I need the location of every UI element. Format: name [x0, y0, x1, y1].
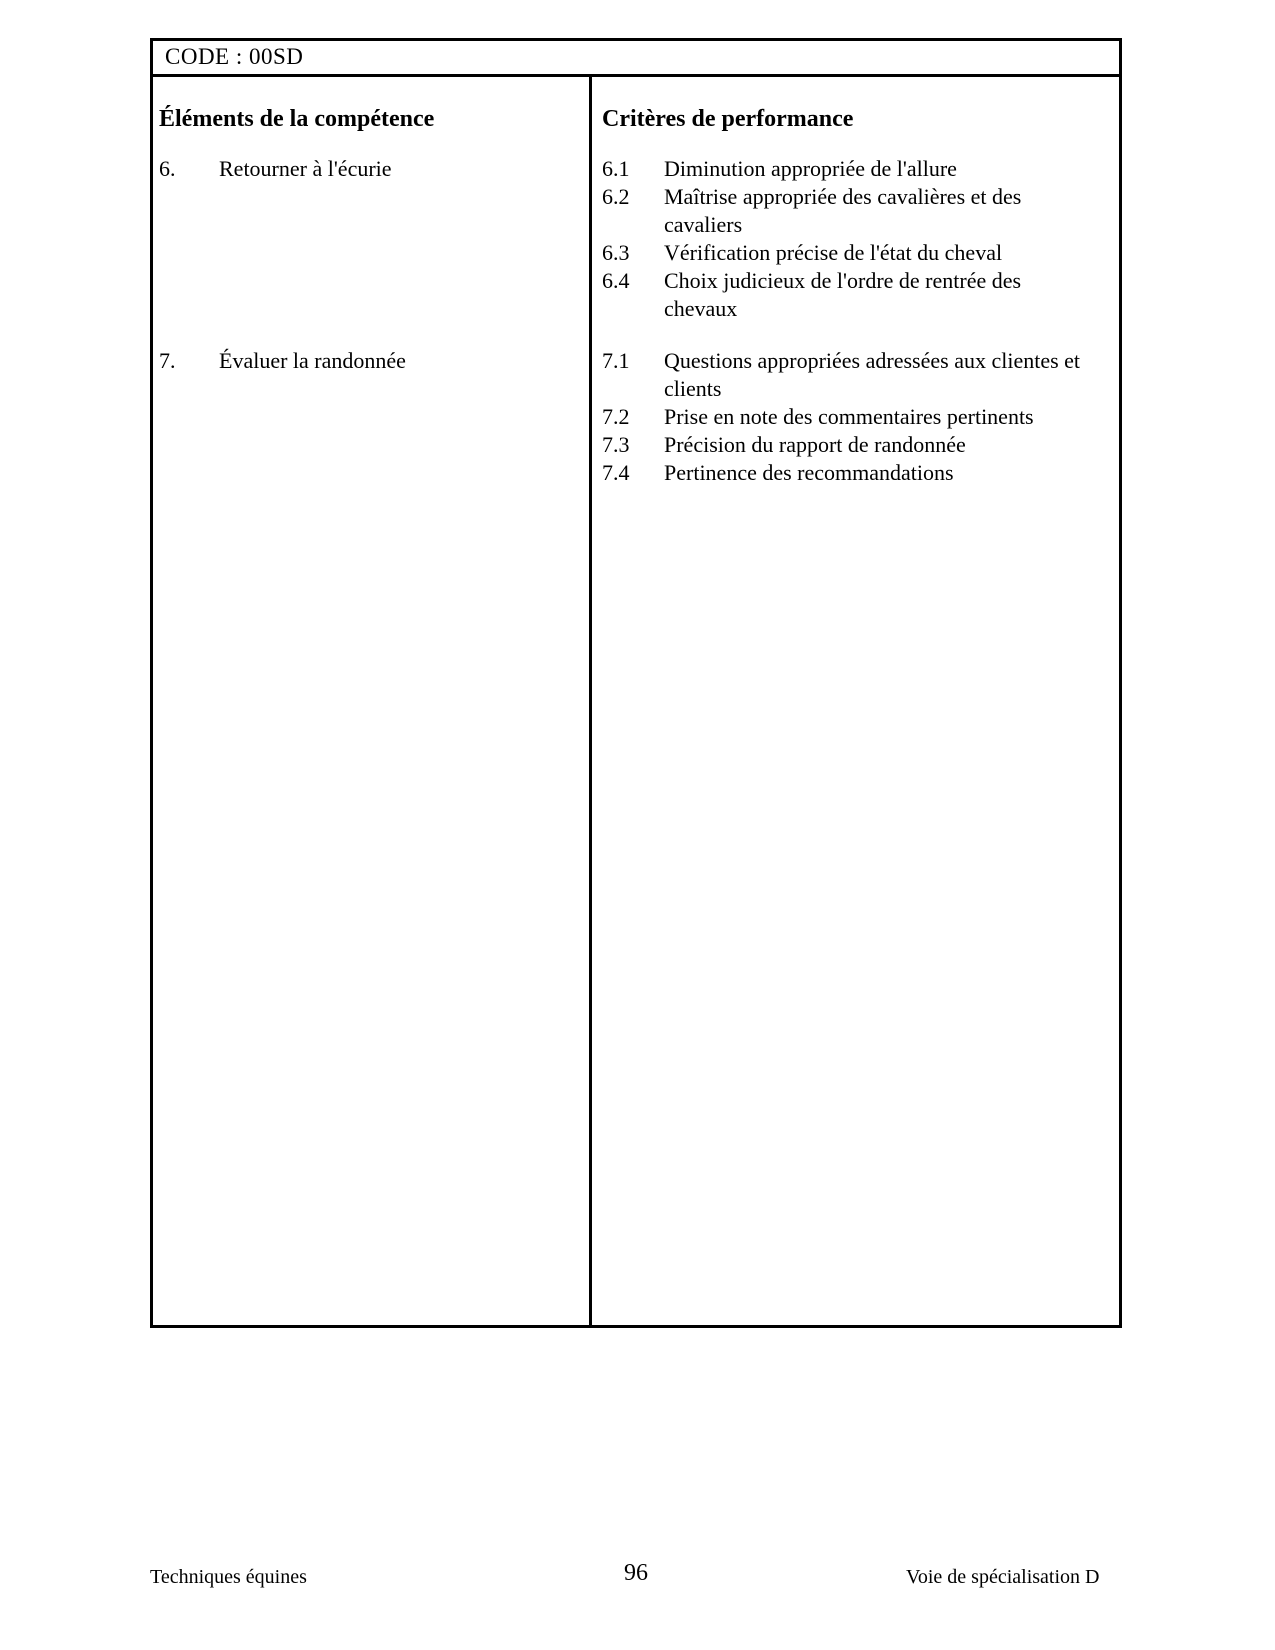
criterion-text: Maîtrise appropriée des cavalières et des cavaliers — [664, 184, 1022, 237]
elements-column — [153, 77, 589, 1325]
criterion-text: Questions appropriées adressées aux clientes et clients — [664, 348, 1081, 401]
criterion-item — [602, 239, 1089, 267]
code-label: CODE : 00SD — [153, 41, 1119, 77]
criterion-item — [602, 459, 1089, 487]
element-label: Évaluer la randonnée — [219, 348, 406, 373]
criterion-text: Prise en note des commentaires pertinents — [664, 404, 1034, 429]
criterion-number: 6.3 — [602, 240, 630, 265]
criterion-number: 6.2 — [602, 184, 630, 209]
footer-program: Techniques équines — [150, 1566, 307, 1588]
competency-table — [150, 38, 1122, 1328]
element-item — [159, 347, 406, 375]
criterion-number: 7.2 — [602, 404, 630, 429]
criterion-item — [602, 403, 1089, 431]
criterion-number: 6.4 — [602, 268, 630, 293]
criteria-group-7 — [602, 347, 1089, 487]
criterion-text: Choix judicieux de l'ordre de rentrée des chevaux — [664, 268, 1022, 321]
criterion-item — [602, 267, 1089, 323]
criterion-text: Diminution appropriée de l'allure — [664, 156, 957, 181]
element-number: 6. — [159, 156, 176, 181]
criteria-heading: Critères de performance — [602, 106, 854, 132]
elements-heading: Éléments de la compétence — [159, 106, 435, 132]
criterion-text: Vérification précise de l'état du cheval — [664, 240, 1003, 265]
criterion-item — [602, 431, 1089, 459]
criterion-number: 7.4 — [602, 460, 630, 485]
criterion-number: 6.1 — [602, 156, 630, 181]
criterion-number: 7.3 — [602, 432, 630, 457]
criterion-text: Précision du rapport de randonnée — [664, 432, 966, 457]
footer-pathway: Voie de spécialisation D — [906, 1566, 1100, 1588]
criterion-text: Pertinence des recommandations — [664, 460, 954, 485]
element-number: 7. — [159, 348, 176, 373]
page-number: 96 — [624, 1560, 648, 1586]
element-label: Retourner à l'écurie — [219, 156, 392, 181]
criterion-item — [602, 183, 1089, 239]
criterion-item — [602, 347, 1089, 403]
criterion-item — [602, 155, 1089, 183]
element-item — [159, 155, 392, 183]
criteria-group-6 — [602, 155, 1089, 323]
criterion-number: 7.1 — [602, 348, 630, 373]
